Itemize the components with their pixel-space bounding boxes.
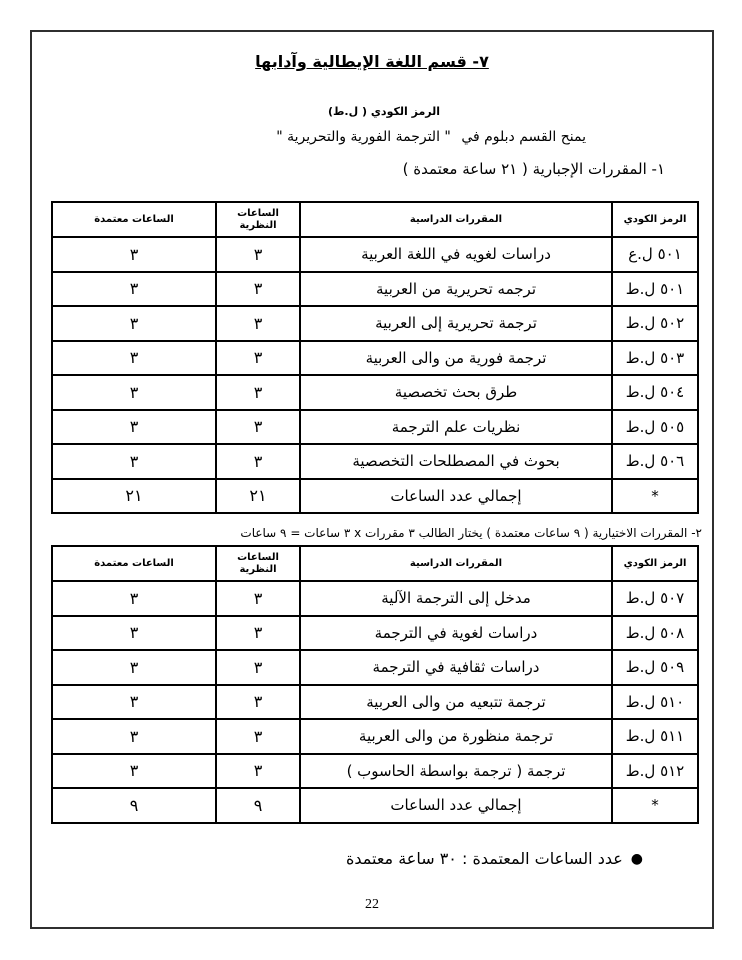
table-row — [52, 616, 698, 651]
table-row — [52, 788, 698, 823]
theory-hours-cell: ٣ — [216, 306, 300, 341]
course-code-cell: * — [612, 479, 698, 514]
header-theory-hours: الساعات النظرية — [216, 546, 300, 581]
course-name-cell: ترجمة منظورة من والى العربية — [300, 719, 612, 754]
header-code: الرمز الكودي — [612, 546, 698, 581]
credit-hours-cell: ٣ — [52, 685, 216, 720]
table-header-row — [52, 202, 698, 237]
course-code-cell: ٥١١ ل.ط — [612, 719, 698, 754]
course-name-cell: نظريات علم الترجمة — [300, 410, 612, 445]
table-row — [52, 375, 698, 410]
header-credit-hours: الساعات معتمدة — [52, 202, 216, 237]
theory-hours-cell: ٣ — [216, 685, 300, 720]
mandatory-courses-title: ١- المقررات الإجبارية ( ٢١ ساعة معتمدة ) — [402, 160, 665, 178]
course-code-cell: ٥٠٨ ل.ط — [612, 616, 698, 651]
header-code: الرمز الكودي — [612, 202, 698, 237]
course-name-cell: إجمالي عدد الساعات — [300, 479, 612, 514]
theory-hours-cell: ٣ — [216, 616, 300, 651]
theory-hours-cell: ٣ — [216, 650, 300, 685]
theory-hours-cell: ٢١ — [216, 479, 300, 514]
credit-hours-cell: ٣ — [52, 650, 216, 685]
course-code-cell: ٥٠٥ ل.ط — [612, 410, 698, 445]
table-row — [52, 479, 698, 514]
diploma-statement-prefix: يمنح القسم دبلوم في — [461, 129, 586, 145]
course-name-cell: دراسات لغويه في اللغة العربية — [300, 237, 612, 272]
course-code-cell: ٥٠٣ ل.ط — [612, 341, 698, 376]
mandatory-courses-table — [51, 201, 699, 514]
course-code-cell: ٥٠٧ ل.ط — [612, 581, 698, 616]
course-code-cell: * — [612, 788, 698, 823]
credit-hours-cell: ٣ — [52, 754, 216, 789]
table-row — [52, 444, 698, 479]
credit-hours-cell: ٣ — [52, 410, 216, 445]
header-course: المقررات الدراسية — [300, 546, 612, 581]
course-name-cell: بحوث في المصطلحات التخصصية — [300, 444, 612, 479]
course-code-cell: ٥٠٦ ل.ط — [612, 444, 698, 479]
table-row — [52, 272, 698, 307]
credit-hours-cell: ٣ — [52, 237, 216, 272]
diploma-name: " الترجمة الفورية والتحريرية " — [276, 129, 451, 145]
credit-hours-cell: ٣ — [52, 444, 216, 479]
table-row — [52, 581, 698, 616]
theory-hours-cell: ٣ — [216, 341, 300, 376]
course-name-cell: ترجمة تحريرية إلى العربية — [300, 306, 612, 341]
credit-hours-cell: ٣ — [52, 306, 216, 341]
course-name-cell: مدخل إلى الترجمة الآلية — [300, 581, 612, 616]
header-credit-hours: الساعات معتمدة — [52, 546, 216, 581]
department-code-label: الرمز الكودي ( ل.ط) — [327, 105, 440, 118]
theory-hours-cell: ٣ — [216, 410, 300, 445]
elective-courses-table — [51, 545, 699, 824]
credit-hours-cell: ٢١ — [52, 479, 216, 514]
course-name-cell: ترجمه تحريرية من العربية — [300, 272, 612, 307]
course-name-cell: دراسات ثقافية في الترجمة — [300, 650, 612, 685]
credit-hours-cell: ٣ — [52, 375, 216, 410]
course-code-cell: ٥٠٤ ل.ط — [612, 375, 698, 410]
theory-hours-cell: ٣ — [216, 272, 300, 307]
theory-hours-cell: ٣ — [216, 719, 300, 754]
course-name-cell: ترجمة ( ترجمة بواسطة الحاسوب ) — [300, 754, 612, 789]
total-credits-line — [346, 849, 643, 868]
page-number: 22 — [365, 897, 379, 912]
table-row — [52, 685, 698, 720]
theory-hours-cell: ٩ — [216, 788, 300, 823]
table-row — [52, 754, 698, 789]
table-row — [52, 719, 698, 754]
course-name-cell: طرق بحث تخصصية — [300, 375, 612, 410]
course-code-cell: ٥١٠ ل.ط — [612, 685, 698, 720]
course-code-cell: ٥٠٢ ل.ط — [612, 306, 698, 341]
table-row — [52, 650, 698, 685]
total-credits-text: عدد الساعات المعتمدة : ٣٠ ساعة معتمدة — [345, 849, 623, 868]
mandatory-courses-body — [52, 237, 698, 513]
credit-hours-cell: ٣ — [52, 341, 216, 376]
theory-hours-cell: ٣ — [216, 754, 300, 789]
course-name-cell: إجمالي عدد الساعات — [300, 788, 612, 823]
credit-hours-cell: ٩ — [52, 788, 216, 823]
course-code-cell: ٥٠٩ ل.ط — [612, 650, 698, 685]
theory-hours-cell: ٣ — [216, 237, 300, 272]
department-title: ٧- قسم اللغة الإيطالية وآدابها — [255, 52, 489, 71]
theory-hours-cell: ٣ — [216, 581, 300, 616]
header-theory-hours: الساعات النظرية — [216, 202, 300, 237]
course-code-cell: ٥٠١ ل.ع — [612, 237, 698, 272]
credit-hours-cell: ٣ — [52, 616, 216, 651]
course-name-cell: ترجمة تتبعيه من والى العربية — [300, 685, 612, 720]
diploma-statement — [276, 129, 586, 145]
course-name-cell: ترجمة فورية من والى العربية — [300, 341, 612, 376]
table-row — [52, 306, 698, 341]
elective-courses-body — [52, 581, 698, 823]
credit-hours-cell: ٣ — [52, 272, 216, 307]
theory-hours-cell: ٣ — [216, 375, 300, 410]
course-name-cell: دراسات لغوية في الترجمة — [300, 616, 612, 651]
credit-hours-cell: ٣ — [52, 719, 216, 754]
header-course: المقررات الدراسية — [300, 202, 612, 237]
table-header-row — [52, 546, 698, 581]
course-code-cell: ٥٠١ ل.ط — [612, 272, 698, 307]
table-row — [52, 237, 698, 272]
theory-hours-cell: ٣ — [216, 444, 300, 479]
elective-courses-title: ٢- المقررات الاختيارية ( ٩ ساعات معتمدة ) يختار الطالب ٣ مقررات x ٣ ساعات = ٩ ساعات — [240, 526, 702, 540]
page-frame — [30, 30, 714, 929]
table-row — [52, 341, 698, 376]
course-code-cell: ٥١٢ ل.ط — [612, 754, 698, 789]
credit-hours-cell: ٣ — [52, 581, 216, 616]
table-row — [52, 410, 698, 445]
bullet-dot-icon: ● — [630, 850, 643, 867]
